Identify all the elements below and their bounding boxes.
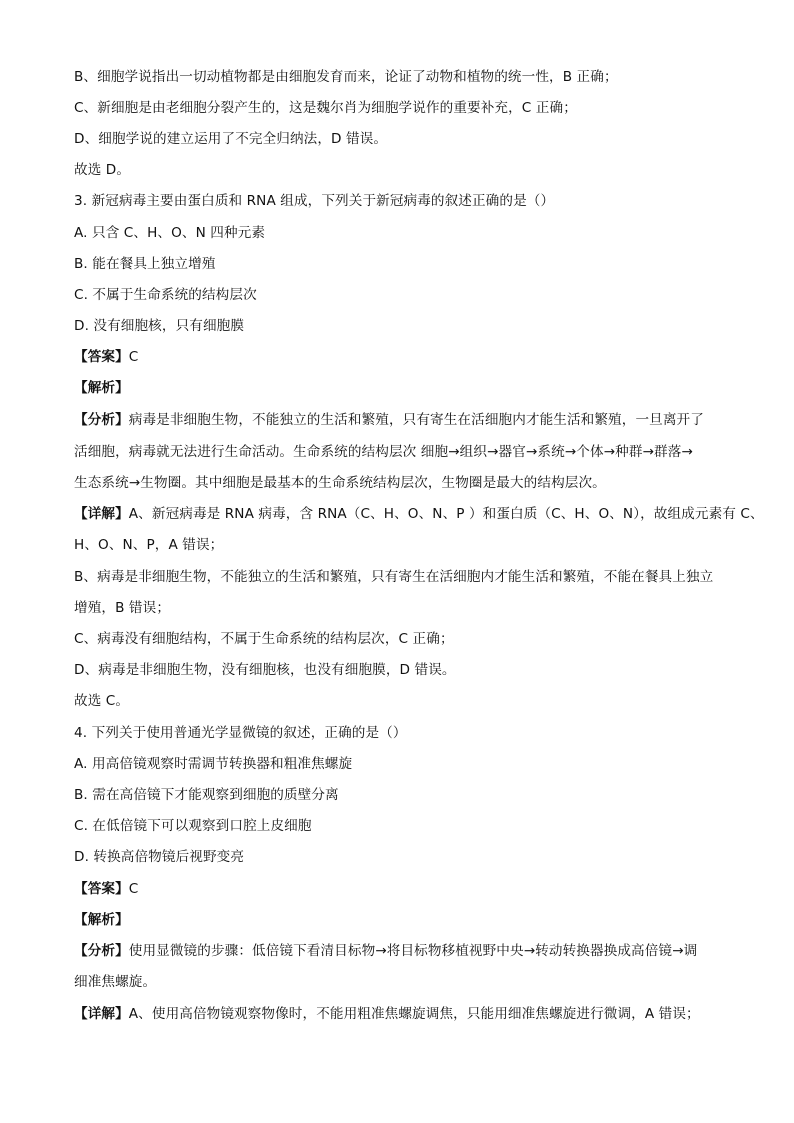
q3-option-c: C. 不属于生命系统的结构层次 [74,287,257,303]
q3-xiangjie-line-2: H、O、N、P，A 错误； [74,537,224,553]
q3-stem: 3. 新冠病毒主要由蛋白质和 RNA 组成，下列关于新冠病毒的叙述正确的是（） [74,193,555,209]
xiangjie-text: A、使用高倍物镜观察物像时，不能用粗准焦螺旋调焦，只能用细准焦螺旋进行微调，A 错误； [128,1006,700,1022]
q4-analysis-tag [74,911,724,929]
q3-fenxi-line-2: 活细胞，病毒就无法进行生命活动。生命系统的结构层次 细胞→组织→器官→系统→个体→种群→群落→ [74,444,693,460]
q3-xiangjie-line-4: 增殖，B 错误； [74,600,171,616]
q2-option-b-explanation: B、细胞学说指出一切动植物都是由细胞发育而来，论证了动物和植物的统一性，B 正确； [74,69,618,85]
fenxi-tag: 【分析】 [74,943,129,959]
q4-fenxi-line-1 [74,942,724,960]
q4-fenxi-line-2: 细准焦螺旋。 [74,974,157,990]
fenxi-tag: 【分析】 [74,412,129,428]
q3-analysis-tag [74,379,724,397]
q4-option-c: C. 在低倍镜下可以观察到口腔上皮细胞 [74,818,312,834]
xiangjie-text: A、新冠病毒是 RNA 病毒，含 RNA（C、H、O、N、P ）和蛋白质（C、H、O、N），故组成元素有 C、 [128,506,764,522]
answer-tag: 【答案】 [74,881,129,897]
analysis-tag: 【解析】 [74,912,129,928]
q3-option-d: D. 没有细胞核，只有细胞膜 [74,318,245,334]
q4-option-a: A. 用高倍镜观察时需调节转换器和粗准焦螺旋 [74,756,353,772]
answer-value: C [128,349,139,365]
q3-fenxi-line-3: 生态系统→生物圈。其中细胞是最基本的生命系统结构层次，生物圈是最大的结构层次。 [74,475,606,491]
fenxi-text: 病毒是非细胞生物，不能独立的生活和繁殖，只有寄生在活细胞内才能生活和繁殖，一旦离开了 [128,412,704,428]
q3-xiangjie-line-6: D、病毒是非细胞生物，没有细胞核，也没有细胞膜，D 错误。 [74,662,456,678]
xiangjie-tag: 【详解】 [74,1006,129,1022]
answer-value: C [128,881,139,897]
q4-option-b: B. 需在高倍镜下才能观察到细胞的质壁分离 [74,787,339,803]
q3-option-a: A. 只含 C、H、O、N 四种元素 [74,225,266,241]
q2-option-c-explanation: C、新细胞是由老细胞分裂产生的，这是魏尔肖为细胞学说作的重要补充，C 正确； [74,100,577,116]
q4-xiangjie-line-1 [74,1005,724,1023]
q4-option-d: D. 转换高倍物镜后视野变亮 [74,849,245,865]
q3-fenxi-line-1 [74,411,724,429]
fenxi-text: 使用显微镜的步骤：低倍镜下看清目标物→将目标物移植视野中央→转动转换器换成高倍镜→调 [128,943,698,959]
xiangjie-tag: 【详解】 [74,506,129,522]
q3-xiangjie-line-1 [74,505,764,523]
analysis-tag: 【解析】 [74,380,129,396]
q2-option-d-explanation: D、细胞学说的建立运用了不完全归纳法，D 错误。 [74,131,388,147]
q4-answer [74,880,724,898]
q2-choose: 故选 D。 [74,162,131,178]
q3-option-b: B. 能在餐具上独立增殖 [74,256,216,272]
q3-choose: 故选 C。 [74,693,130,709]
q4-stem: 4. 下列关于使用普通光学显微镜的叙述，正确的是（） [74,725,407,741]
q3-xiangjie-line-5: C、病毒没有细胞结构，不属于生命系统的结构层次，C 正确； [74,631,454,647]
q3-xiangjie-line-3: B、病毒是非细胞生物，不能独立的生活和繁殖，只有寄生在活细胞内才能生活和繁殖，不能在餐具上独立 [74,569,714,585]
q3-answer [74,348,724,366]
answer-tag: 【答案】 [74,349,129,365]
